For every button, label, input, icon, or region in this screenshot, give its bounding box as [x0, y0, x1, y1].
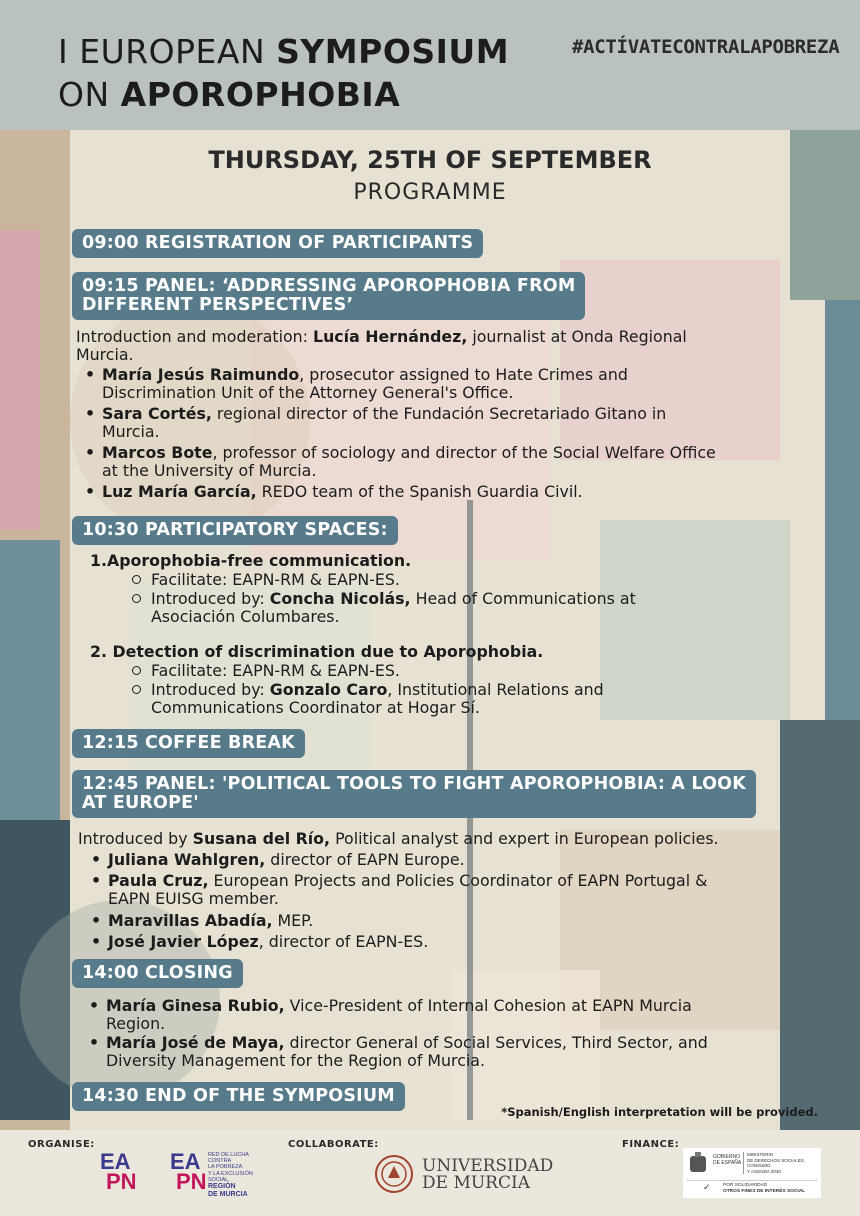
panel1-speaker: • Luz María García, REDO team of the Spanish Guardia Civil.: [102, 483, 583, 501]
event-title: I EUROPEAN SYMPOSIUM ON APOROPHOBIA: [58, 32, 510, 114]
eapn-europe-logo: EA PN: [100, 1149, 137, 1194]
session-participatory-spaces: 10:30 PARTICIPATORY SPACES:: [72, 516, 398, 545]
session-panel-1: 09:15 PANEL: ‘ADDRESSING APOROPHOBIA FROM DIFFERENT PERSPECTIVES’: [72, 272, 585, 320]
workshop-2-title: 2. Detection of discrimination due to Aporophobia.: [90, 642, 544, 661]
panel1-speaker: • María Jesús Raimundo, prosecutor assigned to Hate Crimes and Discrimination Unit of the Attorney General's Office.: [102, 366, 628, 401]
workshop-1-title: 1.Aporophobia-free communication.: [90, 551, 412, 570]
workshop-1-facilitator: Facilitate: EAPN-RM & EAPN-ES.: [151, 570, 400, 589]
closing-speaker: • María José de Maya, director General of Social Services, Third Sector, and Diversity Management for the Region of Murcia.: [106, 1034, 708, 1069]
interpretation-note: *Spanish/English interpretation will be provided.: [501, 1105, 818, 1119]
panel2-speaker: • José Javier López, director of EAPN-ES.: [108, 933, 428, 951]
panel2-speaker: • Maravillas Abadía, MEP.: [108, 912, 313, 930]
coat-of-arms-icon: [687, 1152, 709, 1176]
university-seal-icon: [374, 1154, 414, 1194]
footer-sponsors: [0, 1130, 860, 1216]
closing-speaker: • María Ginesa Rubio, Vice-President of Internal Cohesion at EAPN Murcia Region.: [106, 997, 692, 1032]
session-panel-2: 12:45 PANEL: 'POLITICAL TOOLS TO FIGHT APOROPHOBIA: A LOOK AT EUROPE': [72, 770, 756, 818]
panel2-intro: Introduced by Susana del Río, Political analyst and expert in European policies.: [78, 829, 719, 848]
panel2-speaker: • Juliana Wahlgren, director of EAPN Europe.: [108, 851, 465, 869]
event-date: THURSDAY, 25TH OF SEPTEMBER: [208, 146, 652, 174]
session-registration: 09:00 REGISTRATION OF PARTICIPANTS: [72, 229, 483, 258]
panel1-intro: Introduction and moderation: Lucía Hernández, journalist at Onda Regional Murcia.: [76, 327, 687, 364]
programme-heading: PROGRAMME: [353, 180, 507, 205]
workshop-2-introducer: Introduced by: Gonzalo Caro, Institutional Relations and Communications Coordinator at Hogar Sí.: [151, 680, 604, 717]
eapn-region-murcia-logo: EA PN RED DE LUCHA CONTRA LA POBREZA Y LA EXCLUSIÓN SOCIAL REGIÓN DE MURCIA: [170, 1149, 253, 1198]
session-end: 14:30 END OF THE SYMPOSIUM: [72, 1082, 405, 1111]
gobierno-espana-logo: GOBIERNO DE ESPAÑA MINISTERIO DE DERECHOS SOCIALES, CONSUMO Y AGENDA 2030 ✓ POR SOLIDARIDAD OTROS FINES DE INTERÉS SOCIAL: [683, 1148, 821, 1198]
workshop-1-introducer: Introduced by: Concha Nicolás, Head of Communications at Asociación Columbares.: [151, 589, 636, 626]
panel1-speaker: • Sara Cortés, regional director of the Fundación Secretariado Gitano in Murcia.: [102, 405, 666, 440]
hashtag: #ACTÍVATECONTRALAPOBREZA: [572, 36, 840, 58]
universidad-murcia-logo: UNIVERSIDAD DE MURCIA: [374, 1152, 544, 1196]
panel2-speaker: • Paula Cruz, European Projects and Policies Coordinator of EAPN Portugal & EAPN EUISG member.: [108, 872, 707, 907]
finance-label: FINANCE:: [622, 1139, 680, 1150]
collaborate-label: COLLABORATE:: [288, 1139, 379, 1150]
session-closing: 14:00 CLOSING: [72, 959, 243, 988]
session-coffee-break: 12:15 COFFEE BREAK: [72, 729, 305, 758]
organise-label: ORGANISE:: [28, 1139, 95, 1150]
panel1-speaker: • Marcos Bote, professor of sociology and director of the Social Welfare Office at the University of Murcia.: [102, 444, 716, 479]
check-icon: ✓: [703, 1183, 711, 1193]
workshop-2-facilitator: Facilitate: EAPN-RM & EAPN-ES.: [151, 661, 400, 680]
